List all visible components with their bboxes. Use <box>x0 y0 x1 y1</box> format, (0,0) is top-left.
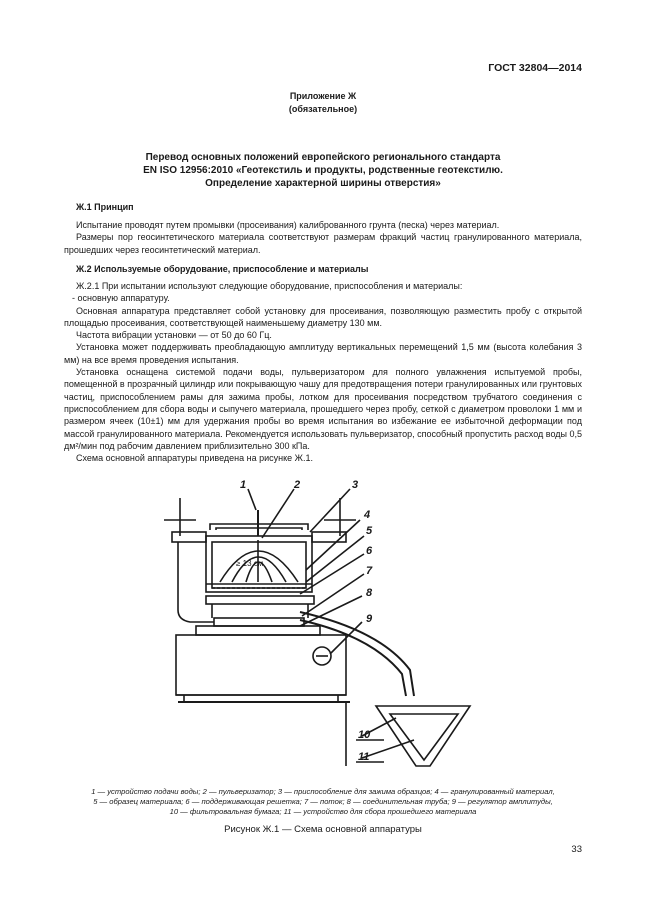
section2-list-item: - основную аппаратуру. <box>72 293 170 304</box>
section2-paragraph: Установка может поддерживать преобладающую амплитуду вертикальных перемещений 1,5 мм (высота колебания 3 мм) на все время проведения испытания. <box>64 342 582 365</box>
section2-paragraph: Ж.2.1 При испытании используют следующие оборудование, приспособления и материалы: <box>76 281 463 291</box>
main-title-line3: Определение характерной ширины отверстия» <box>205 178 441 189</box>
callout-3: 3 <box>352 479 359 491</box>
section2-heading: Ж.2 Используемые оборудование, приспособление и материалы <box>76 264 369 274</box>
section2-body <box>64 280 582 464</box>
callout-1: 1 <box>240 479 247 491</box>
appendix-status: (обязательное) <box>288 104 358 114</box>
callout-11: 11 <box>358 751 370 763</box>
dimension-label: ≥ 13 см <box>236 559 264 568</box>
callout-10: 10 <box>358 729 371 741</box>
callout-4: 4 <box>364 509 371 521</box>
callout-2: 2 <box>294 479 301 491</box>
figure-legend <box>40 787 606 817</box>
figure-caption: Рисунок Ж.1 — Схема основной аппаратуры <box>224 824 422 835</box>
appendix-title: Приложение Ж <box>289 91 357 101</box>
page-number: 33 <box>571 844 582 855</box>
callout-6: 6 <box>366 545 373 557</box>
legend-line: 5 — образец материала; 6 — поддерживающая решетка; 7 — поток; 8 — соединительная труба; 9 — регулятор амплитуды, <box>93 797 553 806</box>
section1-body <box>64 219 582 256</box>
section2-paragraph: Схема основной аппаратуры приведена на рисунке Ж.1. <box>76 453 313 464</box>
section1-heading: Ж.1 Принцип <box>76 202 134 212</box>
apparatus-diagram <box>0 470 646 770</box>
callout-9: 9 <box>366 613 373 625</box>
section2-paragraph: Частота вибрации установки — от 50 до 60 Гц. <box>76 330 272 341</box>
legend-line: 10 — фильтровальная бумага; 11 — устройство для сбора прошедшего материала <box>169 807 477 816</box>
main-title-line1: Перевод основных положений европейского регионального стандарта <box>145 152 501 163</box>
callout-5: 5 <box>366 525 373 537</box>
section1-paragraph: Испытание проводят путем промывки (просеивания) калиброванного грунта (песка) через материал. <box>76 220 500 230</box>
section1-paragraph: Размеры пор геосинтетического материала соответствуют размерам фракций частиц гранулированного материала, прошедших через геосинтетический материал. <box>64 232 582 255</box>
support-grid <box>206 596 314 604</box>
legend-line: 1 — устройство подачи воды; 2 — пульверизатор; 3 — приспособление для зажима образцов; 4 — гранулированный материал, <box>91 787 555 796</box>
main-title-line2: EN ISO 12956:2010 «Геотекстиль и продукты, родственные геотекстилю. <box>143 165 503 176</box>
section2-paragraph: Установка оснащена системой подачи воды, пульверизатором для полного увлажнения испытуемой пробы, помещенной в прозрачный цилиндр или покрывающую чашу для предотвращения потери гранулированных или грунтовых частиц, приспособлением рамы для зажима пробы, лотком для просеивания посредством трубчатого соединения с приспособлением для сбора воды и сыпучего материала, прошедшего через пробу, сеткой с диаметром проволоки 1 мм и размером ячеек (10±1) мм для удержания пробы во время испытания во избежание ее избыточной деформации под массой гранулированного материала. Рекомендуется использовать пульверизатор, способный пропустить расход воды 0,5 дм²/мин под рабочим давлением приблизительно 300 кПа. <box>64 367 582 451</box>
callout-7: 7 <box>366 565 373 577</box>
section2-paragraph: Основная аппаратура представляет собой установку для просеивания, позволяющую разместить пробу с открытой площадью просеивания, соответствующей наименьшему диаметру 130 мм. <box>64 305 582 328</box>
callout-8: 8 <box>366 587 373 599</box>
document-code: ГОСТ 32804—2014 <box>488 62 582 74</box>
